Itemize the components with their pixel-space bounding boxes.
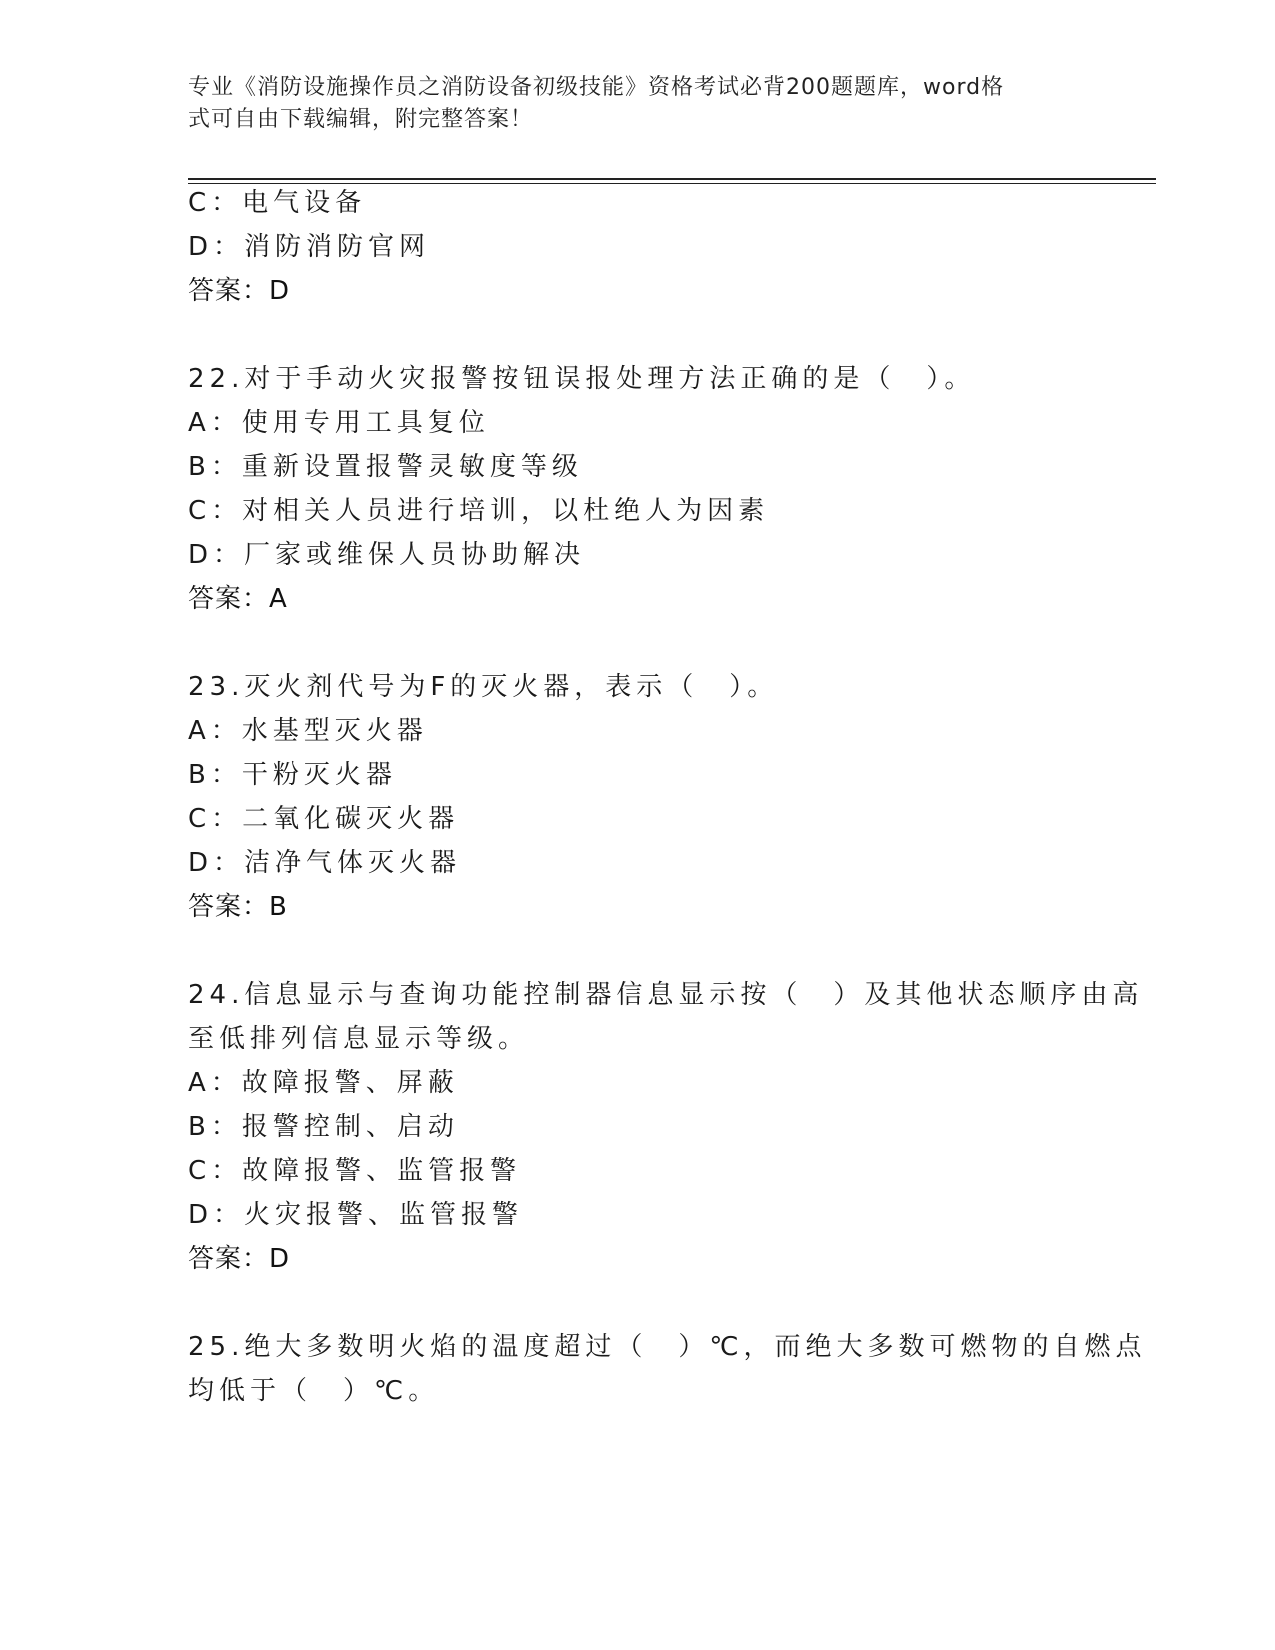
document-header xyxy=(188,72,1068,136)
q21-option-d: D：消防消防官网 xyxy=(188,232,431,262)
q24-option-d: D：火灾报警、监管报警 xyxy=(188,1200,524,1230)
q24-stem-line1: 24.信息显示与查询功能控制器信息显示按（ ）及其他状态顺序由高 xyxy=(188,980,1144,1010)
q24-stem-line2: 至低排列信息显示等级。 xyxy=(188,1024,530,1054)
q24-option-a: A：故障报警、屏蔽 xyxy=(188,1068,459,1098)
q24-option-c: C：故障报警、监管报警 xyxy=(188,1156,522,1186)
q24-answer: 答案：D xyxy=(188,1244,291,1274)
q22-option-c: C：对相关人员进行培训，以杜绝人为因素 xyxy=(188,496,770,526)
header-title-line2: 式可自由下载编辑，附完整答案！ xyxy=(188,107,534,132)
q23-option-c: C：二氧化碳灭火器 xyxy=(188,804,460,834)
q24-option-b: B：报警控制、启动 xyxy=(188,1112,459,1142)
q25-stem-line2: 均低于（ ）℃。 xyxy=(188,1376,440,1406)
q23-answer: 答案：B xyxy=(188,892,288,922)
header-title-line1: 专业《消防设施操作员之消防设备初级技能》资格考试必背200题题库，word格 xyxy=(188,75,1005,100)
q21-option-c: C：电气设备 xyxy=(188,188,367,218)
q25-stem-line1: 25.绝大多数明火焰的温度超过（ ）℃，而绝大多数可燃物的自燃点 xyxy=(188,1332,1147,1362)
header-divider xyxy=(188,178,1156,180)
q23-option-b: B：干粉灭火器 xyxy=(188,760,397,790)
q22-option-d: D：厂家或维保人员协助解决 xyxy=(188,540,586,570)
q22-stem: 22.对于手动火灾报警按钮误报处理方法正确的是（ ）。 xyxy=(188,364,976,394)
q23-stem: 23.灭火剂代号为F的灭火器，表示（ ）。 xyxy=(188,672,779,702)
q21-answer: 答案：D xyxy=(188,276,291,306)
q23-option-a: A：水基型灭火器 xyxy=(188,716,428,746)
q22-option-b: B：重新设置报警灵敏度等级 xyxy=(188,452,583,482)
q23-option-d: D：洁净气体灭火器 xyxy=(188,848,462,878)
q22-answer: 答案：A xyxy=(188,584,288,614)
q22-option-a: A：使用专用工具复位 xyxy=(188,408,490,438)
header-divider-thin xyxy=(188,183,1156,184)
